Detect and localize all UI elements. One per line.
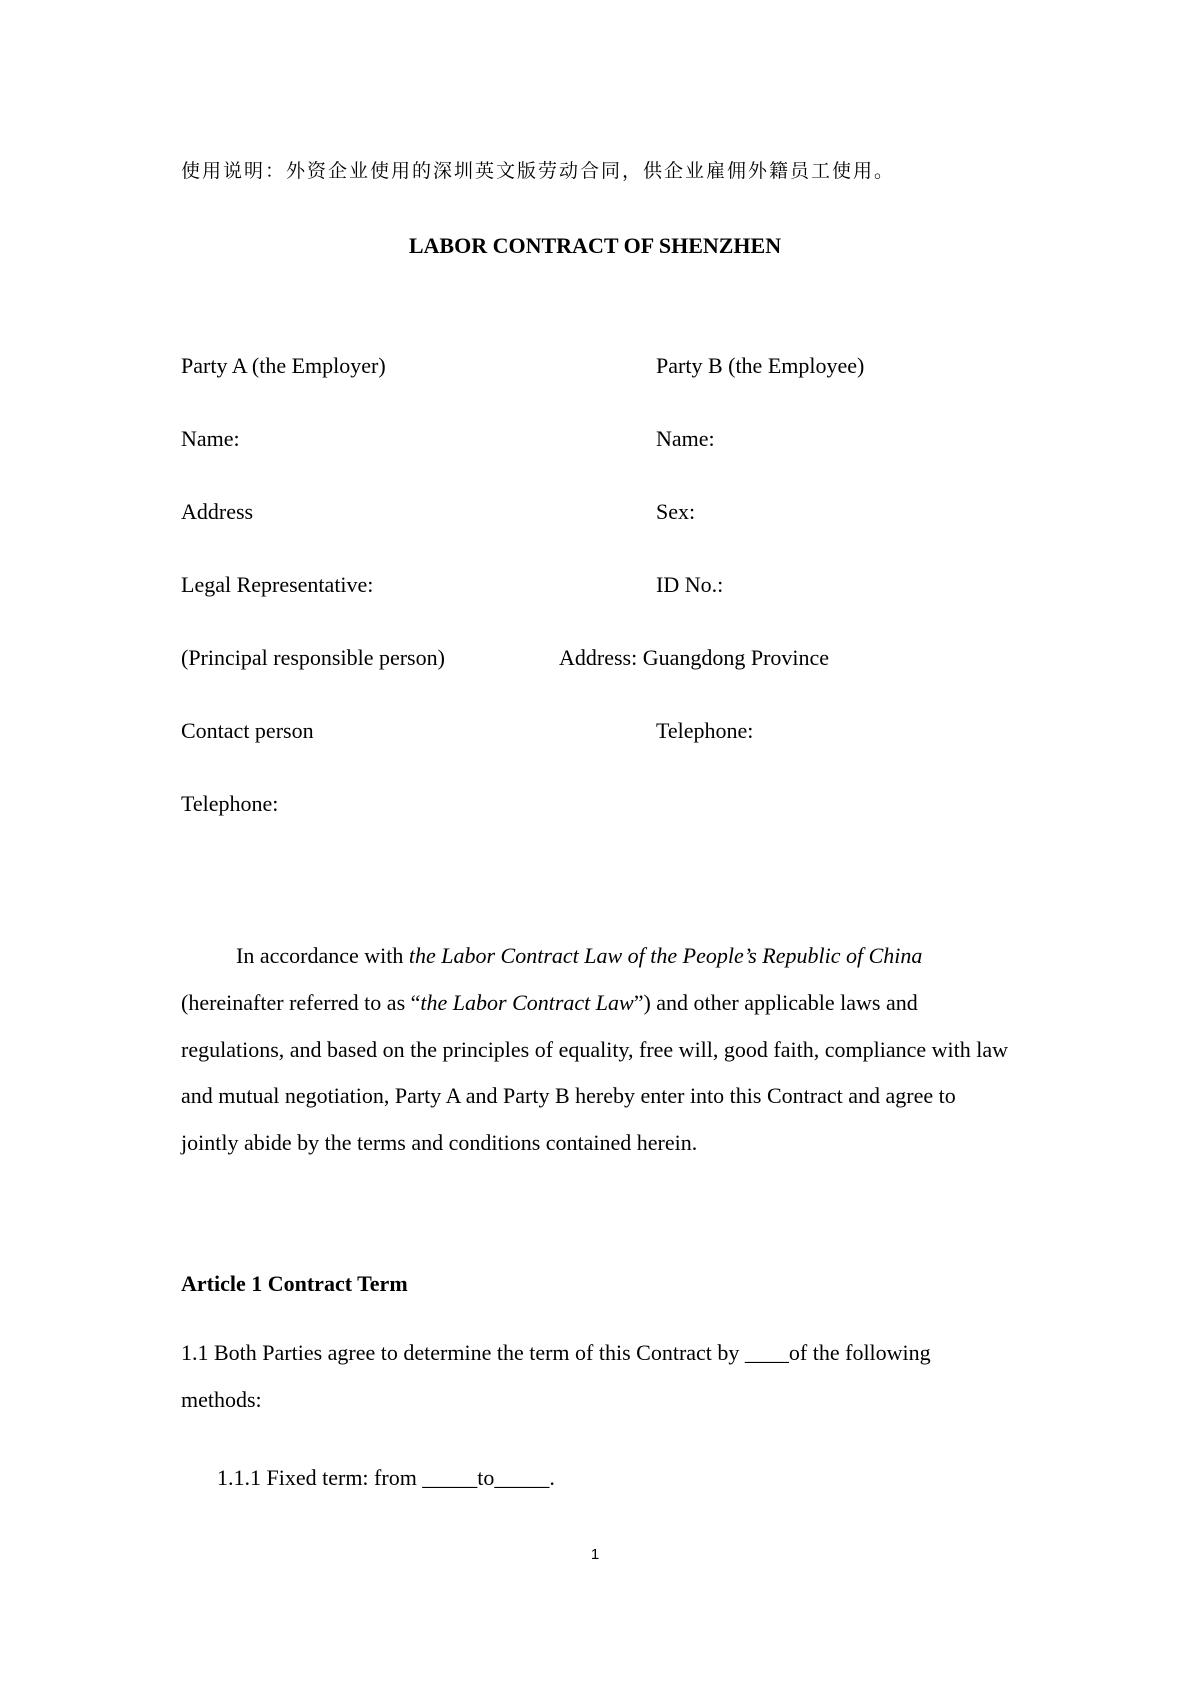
usage-note: 使用说明：外资企业使用的深圳英文版劳动合同，供企业雇佣外籍员工使用。	[181, 160, 896, 182]
clause-1-1-1: 1.1.1 Fixed term: from _____to_____.	[217, 1465, 555, 1490]
party-a-name-label: Name:	[181, 426, 240, 451]
clause-1-1: 1.1 Both Parties agree to determine the term of this Contract by ____of the following methods:	[181, 1340, 931, 1412]
law-full-name: the Labor Contract Law of the People’s Republic of China	[408, 943, 923, 968]
party-b-telephone-label: Telephone:	[656, 718, 754, 743]
party-b-name-label: Name:	[656, 426, 715, 451]
party-a-contact-label: Contact person	[181, 718, 314, 743]
party-a-legal-rep-label: Legal Representative:	[181, 572, 374, 597]
law-short-name: the Labor Contract Law	[420, 989, 634, 1015]
article-1-heading: Article 1 Contract Term	[181, 1271, 408, 1296]
preamble-text-2: (hereinafter referred to as “	[181, 989, 421, 1015]
party-a-address-label: Address	[181, 499, 254, 524]
document-title: LABOR CONTRACT OF SHENZHEN	[408, 233, 782, 258]
party-a-principal-label: (Principal responsible person)	[181, 645, 445, 670]
party-b-sex-label: Sex:	[656, 499, 696, 524]
party-b-address-label: Address: Guangdong Province	[559, 645, 830, 670]
page-number: 1	[590, 1546, 600, 1563]
party-b-id-label: ID No.:	[656, 572, 724, 597]
party-a-telephone-label: Telephone:	[181, 791, 279, 816]
party-a-heading: Party A (the Employer)	[181, 353, 386, 378]
preamble-text-1: In accordance with	[236, 943, 409, 968]
preamble-paragraph	[181, 933, 1011, 1167]
preamble-text-3: ”) and other applicable laws and regulations, and based on the principles of equality, free will, good faith, compliance with law and mutual negotiation, Party A and Party B hereby enter into this Contract and agree to jointly abide by the terms and conditions contained herein.	[181, 989, 1008, 1156]
party-b-heading: Party B (the Employee)	[656, 353, 865, 378]
